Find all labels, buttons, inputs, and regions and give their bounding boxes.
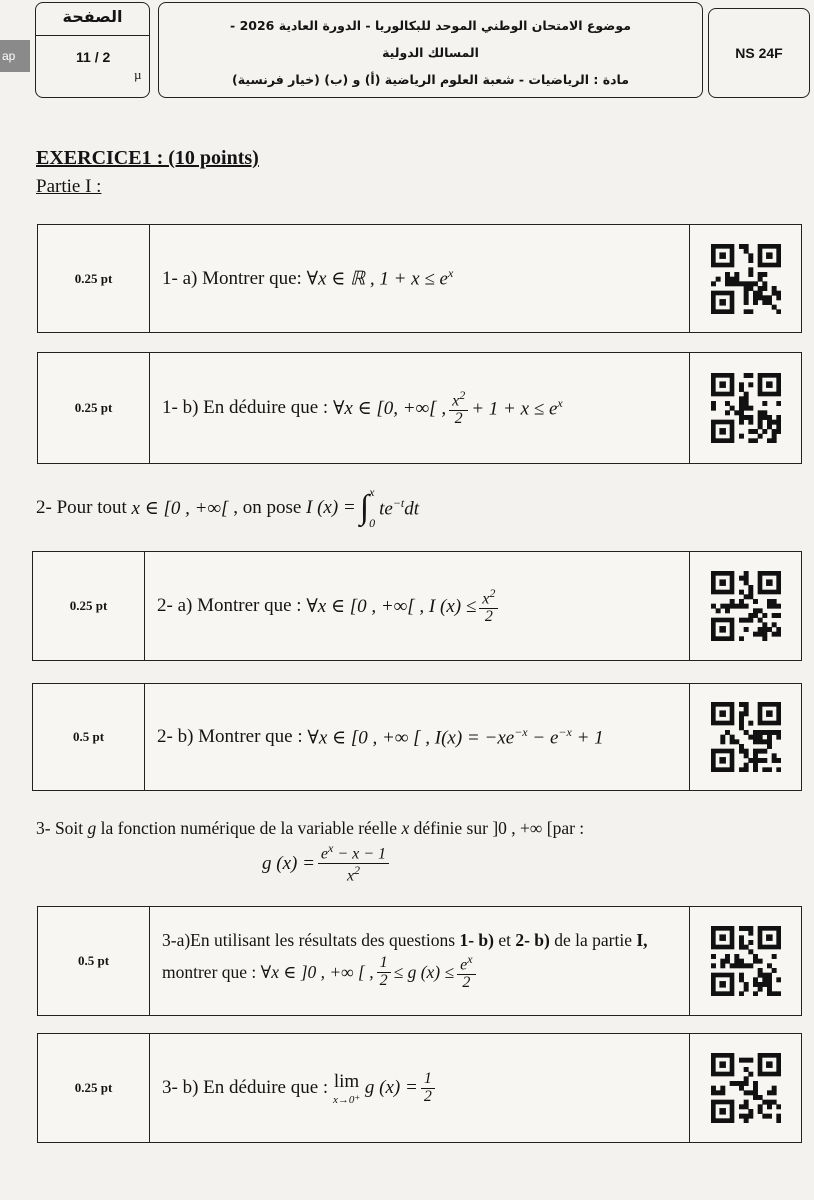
qr-code-icon	[689, 1034, 801, 1142]
question-text: 2- b) Montrer que : ∀x ∈ [0 , +∞ [ , $I(x) = -xe^{-x} - e^{-x} + 1$	[157, 724, 604, 749]
exercise-title: EXERCICE1 : (10 points)	[36, 147, 259, 169]
page-number-box	[35, 2, 150, 98]
page-number: 11 / 2	[76, 49, 111, 65]
question-text: 1- a) Montrer que: ∀x ∈ ℝ , $1 + x \le e^x$	[162, 266, 454, 290]
question-2a-box	[32, 551, 802, 661]
points-cell: 0.25 pt	[33, 552, 145, 660]
question-3b-box	[37, 1033, 802, 1143]
statement-3: 3- Soit g la fonction numérique de la variable réelle x définie sur ]0 , +∞ [par :	[36, 818, 585, 838]
exam-title-line1: موضوع الامتحان الوطني الموحد للبكالوريا - الدورة العادية 2026 -	[230, 18, 631, 33]
question-1b-box	[37, 352, 802, 464]
qr-code-icon	[689, 353, 801, 463]
question-3a-box	[37, 906, 802, 1016]
qr-code-icon	[689, 225, 801, 332]
side-chip: ap	[0, 40, 30, 72]
question-2b-box	[32, 683, 802, 791]
question-1a-box	[37, 224, 802, 333]
exam-title-line2: المسالك الدولية	[382, 45, 479, 60]
points-cell: 0.25 pt	[38, 225, 150, 332]
points-cell: 0.5 pt	[33, 684, 145, 790]
page-mark: µ	[134, 67, 142, 82]
points-cell: 0.25 pt	[38, 353, 150, 463]
points-cell: 0.5 pt	[38, 907, 150, 1015]
question-text: 3-a)En utilisant les résultats des questions 1- b) et 2- b) de la partie I, montrer que : ∀x ∈ ]0 , +∞ [ , $\frac{1}{2}$ ≤ g (x) ≤ $\frac{e^x}{2}$	[162, 930, 648, 992]
question-text: 2- a) Montrer que : ∀x ∈ [0 , +∞[ , I (x) ≤ $\frac{x^2}{2}$	[157, 552, 686, 660]
statement-2: 2- Pour tout x ∈ [0 , +∞[ , on pose I (x) = ∫ x 0 $te^{-t}dt$	[36, 485, 420, 530]
page-label: الصفحة	[62, 7, 123, 26]
points-cell: 0.25 pt	[38, 1034, 150, 1142]
exam-title-line3: مادة : الرياضيات - شعبة العلوم الرياضية (أ) و (ب) (خيار فرنسية)	[232, 72, 629, 87]
qr-code-icon	[689, 907, 801, 1015]
g-definition: g (x) = $\frac{e^x - x - 1}{x^2}$	[262, 842, 392, 885]
exam-code: NS 24F	[735, 45, 783, 61]
part-title: Partie I :	[36, 176, 102, 197]
exam-title-box	[158, 2, 703, 98]
qr-code-icon	[689, 684, 801, 790]
question-text: 1- b) En déduire que : ∀x ∈ [0, +∞[ , $\frac{x^2}{2}$ + $1 + x \le e^x$	[162, 387, 563, 427]
qr-code-icon	[689, 552, 801, 660]
question-text: 3- b) En déduire que : lim x→0⁺ g (x) = $\frac{1}{2}$	[162, 1034, 686, 1142]
exam-code-box	[708, 8, 810, 98]
